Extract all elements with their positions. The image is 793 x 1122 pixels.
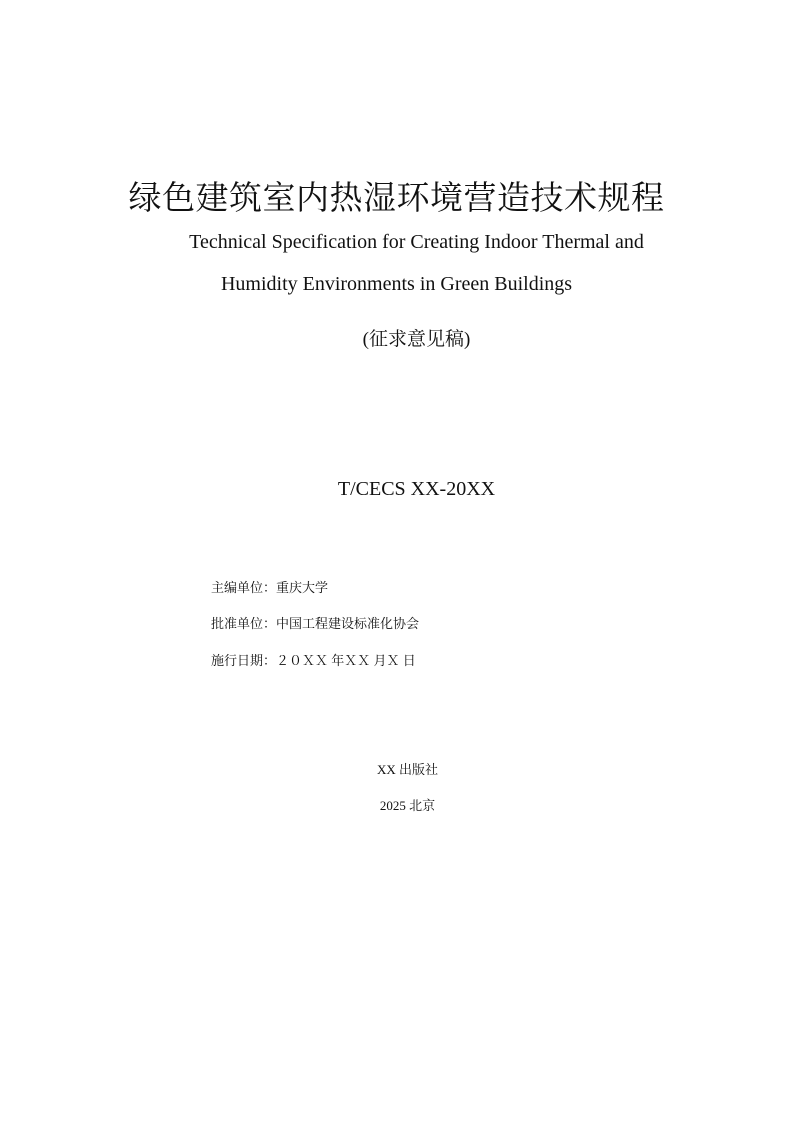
standard-code: T/CECS XX-20XX: [337, 478, 496, 500]
year-place: 2025 北京: [379, 798, 436, 813]
draft-note: (征求意见稿): [362, 329, 471, 350]
title-english-line-1: Technical Specification for Creating Indoor Thermal and: [189, 231, 644, 253]
publisher: XX 出版社: [376, 762, 439, 777]
approval-line: 批准单位：中国工程建设标准化协会: [211, 616, 420, 631]
effective-date-line: 施行日期：２０ＸＸ 年ＸＸ 月Ｘ 日: [211, 653, 416, 668]
title-chinese: 绿色建筑室内热湿环境营造技术规程: [128, 178, 665, 217]
chief-editor-line: 主编单位：重庆大学: [211, 580, 329, 595]
title-english-line-2: Humidity Environments in Green Buildings: [220, 273, 573, 295]
